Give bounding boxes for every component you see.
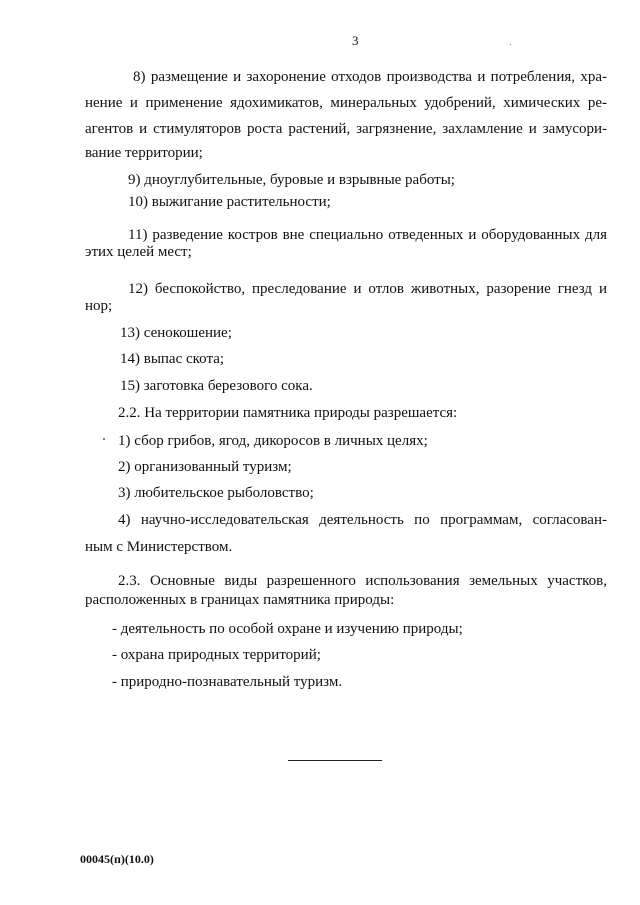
allowed-item-2: 2) организованный туризм; (118, 459, 292, 475)
allowed-item-1: 1) сбор грибов, ягод, дикоросов в личных целях; (118, 433, 428, 449)
list-item-14: 14) выпас скота; (120, 351, 225, 367)
section-2-2-heading: 2.2. На территории памятника природы разрешается: (118, 405, 458, 421)
page-number: 3 (352, 33, 359, 48)
separator-line (288, 760, 382, 761)
document-code: 00045(п)(10.0) (80, 852, 154, 866)
scan-speck (510, 44, 511, 45)
list-item-11-line-1: 11) разведение костров вне специально отведенных и оборудованных для (128, 227, 607, 243)
list-item-8-line-2: нение и применение ядохимикатов, минеральных удобрений, химических ре- (85, 95, 607, 111)
section-2-3-line-1: 2.3. Основные виды разрешенного использования земельных участков, (118, 573, 607, 589)
list-item-12-line-2: нор; (85, 298, 113, 314)
use-item-1: - деятельность по особой охране и изучению природы; (112, 621, 463, 637)
allowed-item-4-line-2: ным с Министерством. (85, 539, 233, 555)
list-item-8-line-4: вание территории; (85, 145, 203, 161)
list-item-10: 10) выжигание растительности; (128, 194, 331, 210)
list-item-8-line-3: агентов и стимуляторов роста растений, загрязнение, захламление и замусори- (85, 121, 607, 137)
list-item-12-line-1: 12) беспокойство, преследование и отлов животных, разорение гнезд и (128, 281, 607, 297)
list-item-13: 13) сенокошение; (120, 325, 232, 341)
use-item-2: - охрана природных территорий; (112, 647, 321, 663)
scan-speck (103, 438, 105, 440)
use-item-3: - природно-познавательный туризм. (112, 674, 343, 690)
list-item-9: 9) дноуглубительные, буровые и взрывные работы; (128, 172, 455, 188)
allowed-item-3: 3) любительское рыболовство; (118, 485, 314, 501)
list-item-15: 15) заготовка березового сока. (120, 378, 313, 394)
allowed-item-4-line-1: 4) научно-исследовательская деятельность по программам, согласован- (118, 512, 607, 528)
list-item-11-line-2: этих целей мест; (85, 244, 192, 260)
section-2-3-line-2: расположенных в границах памятника природы: (85, 592, 395, 608)
list-item-8-line-1: 8) размещение и захоронение отходов производства и потребления, хра- (133, 69, 607, 85)
